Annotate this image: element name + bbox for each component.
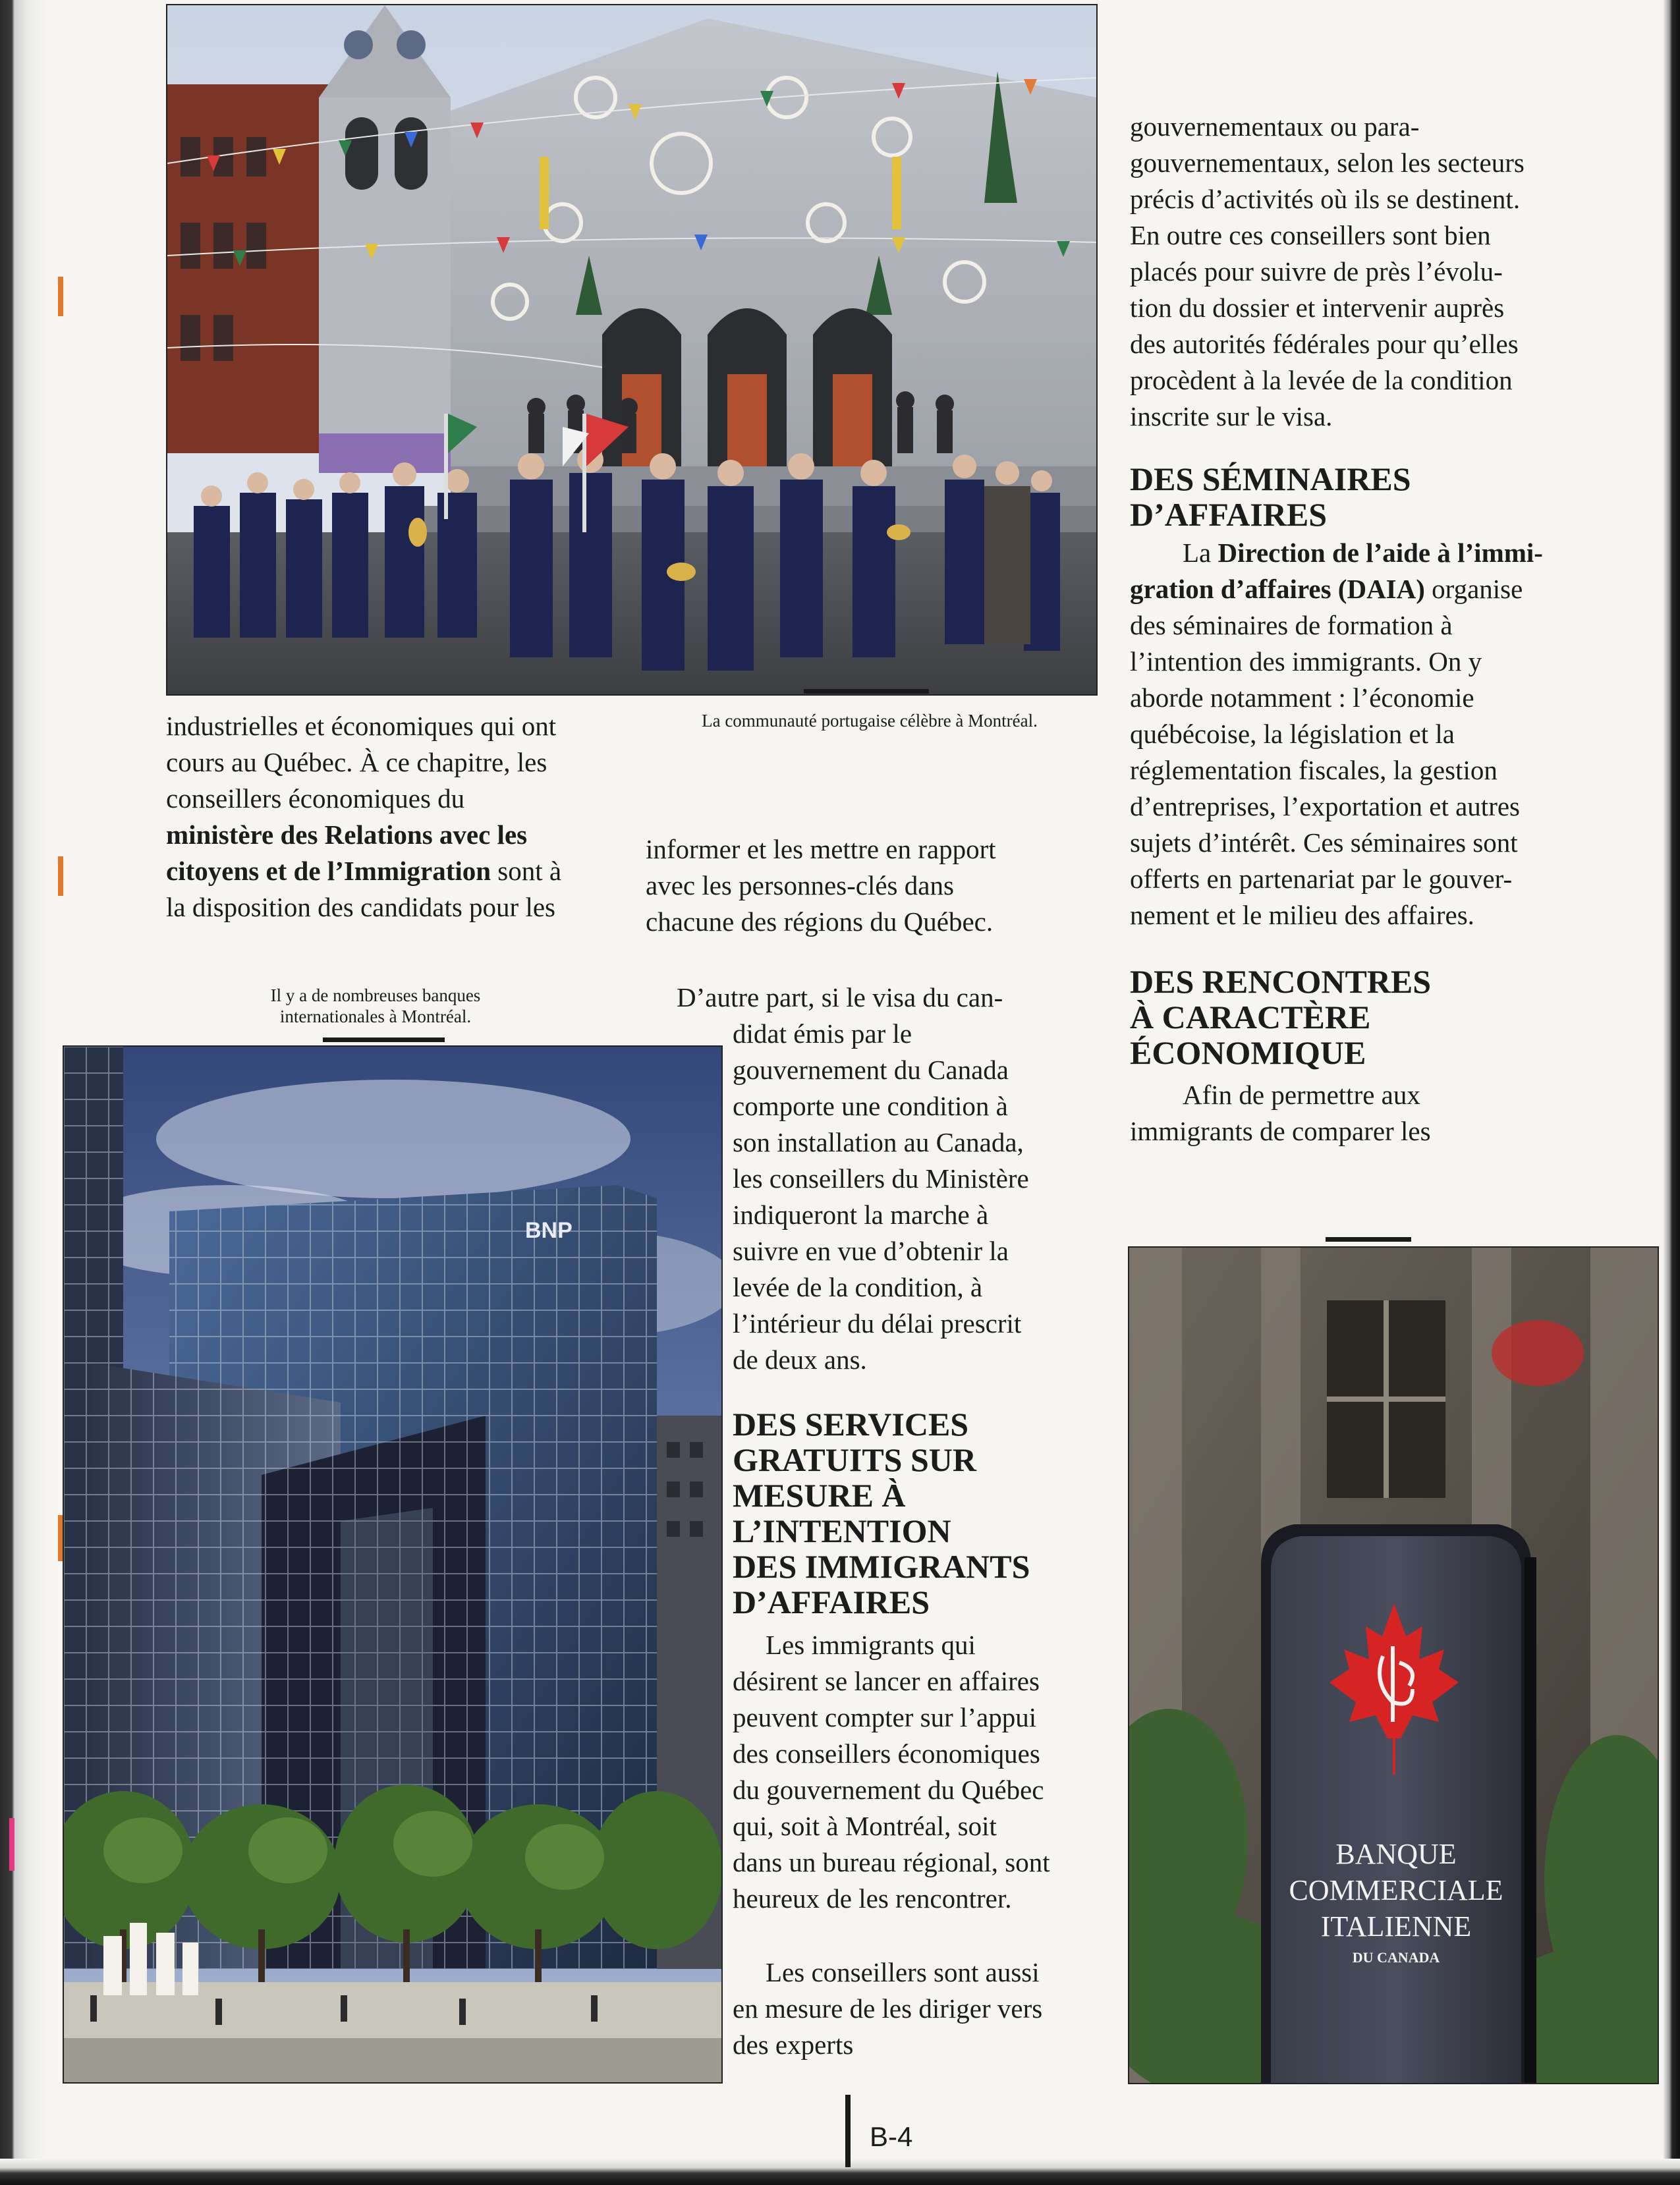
text-line: D’autre part, si le visa du can-	[677, 982, 1003, 1012]
middle-column-text-visa-cont	[733, 1016, 1128, 1378]
caption-rule	[323, 1037, 445, 1042]
edge-color-mark	[9, 1818, 14, 1871]
text-line: informer et les mettre en rapport	[646, 834, 996, 864]
text-line: la disposition des candidats pour les	[166, 892, 555, 922]
page-bottom-edge	[0, 2159, 1680, 2185]
heading-seminaires	[1130, 461, 1631, 532]
heading-line: DES IMMIGRANTS	[733, 1548, 1030, 1585]
text-line: suivre en vue d’obtenir la	[733, 1236, 1009, 1266]
heading-rencontres	[1130, 964, 1631, 1070]
italian-bank-sign-photo	[1128, 1246, 1659, 2084]
middle-column-text-experts	[733, 1954, 1128, 2063]
text-line: des conseillers économiques	[733, 1738, 1040, 1769]
text-line: nement et le milieu des affaires.	[1130, 900, 1474, 930]
edge-color-mark	[58, 856, 63, 896]
church-festival-illustration	[167, 5, 1096, 694]
text-line: son installation au Canada,	[733, 1127, 1024, 1157]
bank-sign-illustration	[1129, 1248, 1658, 2083]
sign-text-italienne: ITALIENNE	[1320, 1910, 1472, 1943]
text-line: La	[1183, 538, 1218, 568]
text-line: québécoise, la législation et la	[1130, 719, 1455, 749]
text-line: indiqueront la marche à	[733, 1200, 989, 1230]
caption-line: Il y a de nombreuses banques	[270, 985, 481, 1005]
text-line: placés pour suivre de près l’évolu-	[1130, 256, 1503, 287]
heading-line: DES RENCONTRES	[1130, 963, 1432, 1000]
heading-line: GRATUITS SUR	[733, 1441, 976, 1478]
church-festival-photo	[166, 4, 1098, 696]
text-line: chacune des régions du Québec.	[646, 906, 994, 937]
heading-line: ÉCONOMIQUE	[1130, 1034, 1366, 1071]
text-line: de deux ans.	[733, 1344, 867, 1375]
text-line: gouvernement du Canada	[733, 1055, 1009, 1085]
text-line: désirent se lancer en affaires	[733, 1666, 1040, 1696]
middle-column-text-visa	[677, 980, 1111, 1016]
text-line: Afin de permettre aux	[1183, 1080, 1420, 1110]
text-line: des experts	[733, 2030, 854, 2060]
caption-rule	[804, 689, 929, 694]
ministry-name: ministère des Relations avec les	[166, 819, 528, 850]
text-line: sujets d’intérêt. Ces séminaires sont	[1130, 827, 1518, 858]
text-line: Les conseillers sont aussi	[766, 1957, 1040, 1987]
bank-towers-illustration	[64, 1047, 721, 2082]
sign-text-commerciale: COMMERCIALE	[1289, 1874, 1503, 1906]
middle-column-text-top	[646, 831, 1107, 940]
right-column-text-top	[1130, 109, 1631, 435]
page-right-edge	[1663, 0, 1680, 2185]
text-line: conseillers économiques du	[166, 783, 465, 814]
text-line: l’intérieur du délai prescrit	[733, 1308, 1022, 1339]
sign-text-du-canada: DU CANADA	[1352, 1949, 1440, 1966]
text-line: immigrants de comparer les	[1130, 1116, 1431, 1146]
bnp-building-sign: BNP	[525, 1218, 573, 1243]
caption-line: internationales à Montréal.	[279, 1007, 472, 1026]
text-line: gouvernementaux ou para-	[1130, 111, 1420, 142]
towers-photo-caption	[217, 985, 534, 1027]
heading-line: MESURE À	[733, 1477, 906, 1514]
text-line: qui, soit à Montréal, soit	[733, 1811, 997, 1841]
heading-services	[733, 1406, 1128, 1620]
right-column-text-seminaires	[1130, 535, 1637, 933]
heading-line: DES SÉMINAIRES	[1130, 460, 1411, 497]
text-line: des autorités fédérales pour qu’elles	[1130, 329, 1519, 359]
left-column-text	[166, 708, 627, 926]
text-line: comporte une condition à	[733, 1091, 1008, 1121]
page-number: B-4	[870, 2121, 913, 2152]
text-line: précis d’activités où ils se destinent.	[1130, 184, 1521, 214]
church-photo-caption: La communauté portugaise célèbre à Montréal.	[702, 711, 1038, 731]
sign-text-banque: BANQUE	[1335, 1838, 1457, 1870]
ministry-name: citoyens et de l’Immigration	[166, 856, 491, 886]
text-line: du gouvernement du Québec	[733, 1775, 1044, 1805]
text-line: procèdent à la levée de la condition	[1130, 365, 1513, 395]
text-line: industrielles et économiques qui ont	[166, 711, 557, 741]
daia-name: Direction de l’aide à l’immi-	[1218, 538, 1543, 568]
text-line: l’intention des immigrants. On y	[1130, 646, 1482, 677]
text-line: didat émis par le	[733, 1018, 912, 1049]
text-line: dans un bureau régional, sont	[733, 1847, 1050, 1877]
text-line: des séminaires de formation à	[1130, 610, 1453, 640]
text-line: tion du dossier et intervenir auprès	[1130, 292, 1505, 323]
text-line: peuvent compter sur l’appui	[733, 1702, 1037, 1732]
text-line: sont à	[491, 856, 562, 886]
heading-line: DES SERVICES	[733, 1406, 969, 1443]
bank-towers-photo	[63, 1045, 723, 2084]
text-line: inscrite sur le visa.	[1130, 401, 1333, 431]
text-line: réglementation fiscales, la gestion	[1130, 755, 1498, 785]
text-line: Les immigrants qui	[766, 1630, 976, 1660]
heading-line: D’AFFAIRES	[733, 1584, 930, 1620]
heading-line: L’INTENTION	[733, 1512, 951, 1549]
text-line: cours au Québec. À ce chapitre, les	[166, 747, 547, 777]
text-line: heureux de les rencontrer.	[733, 1883, 1012, 1914]
text-line: d’entreprises, l’exportation et autres	[1130, 791, 1520, 821]
text-line: aborde notamment : l’économie	[1130, 682, 1474, 713]
heading-line: À CARACTÈRE	[1130, 999, 1371, 1036]
caption-rule	[1326, 1237, 1411, 1242]
page-binding-edge	[0, 0, 46, 2185]
daia-name: gration d’affaires (DAIA)	[1130, 574, 1425, 604]
text-line: les conseillers du Ministère	[733, 1163, 1029, 1194]
middle-column-text-services	[733, 1627, 1128, 1917]
text-line: gouvernementaux, selon les secteurs	[1130, 148, 1525, 178]
edge-color-mark	[58, 277, 63, 316]
text-line: avec les personnes-clés dans	[646, 870, 954, 900]
text-line: en mesure de les diriger vers	[733, 1993, 1043, 2024]
text-line: En outre ces conseillers sont bien	[1130, 220, 1491, 250]
text-line: levée de la condition, à	[733, 1272, 983, 1302]
folio-bar	[845, 2095, 851, 2167]
right-column-text-rencontres	[1130, 1077, 1631, 1149]
heading-line: D’AFFAIRES	[1130, 496, 1328, 533]
text-line: offerts en partenariat par le gouver-	[1130, 864, 1513, 894]
text-line: organise	[1424, 574, 1523, 604]
